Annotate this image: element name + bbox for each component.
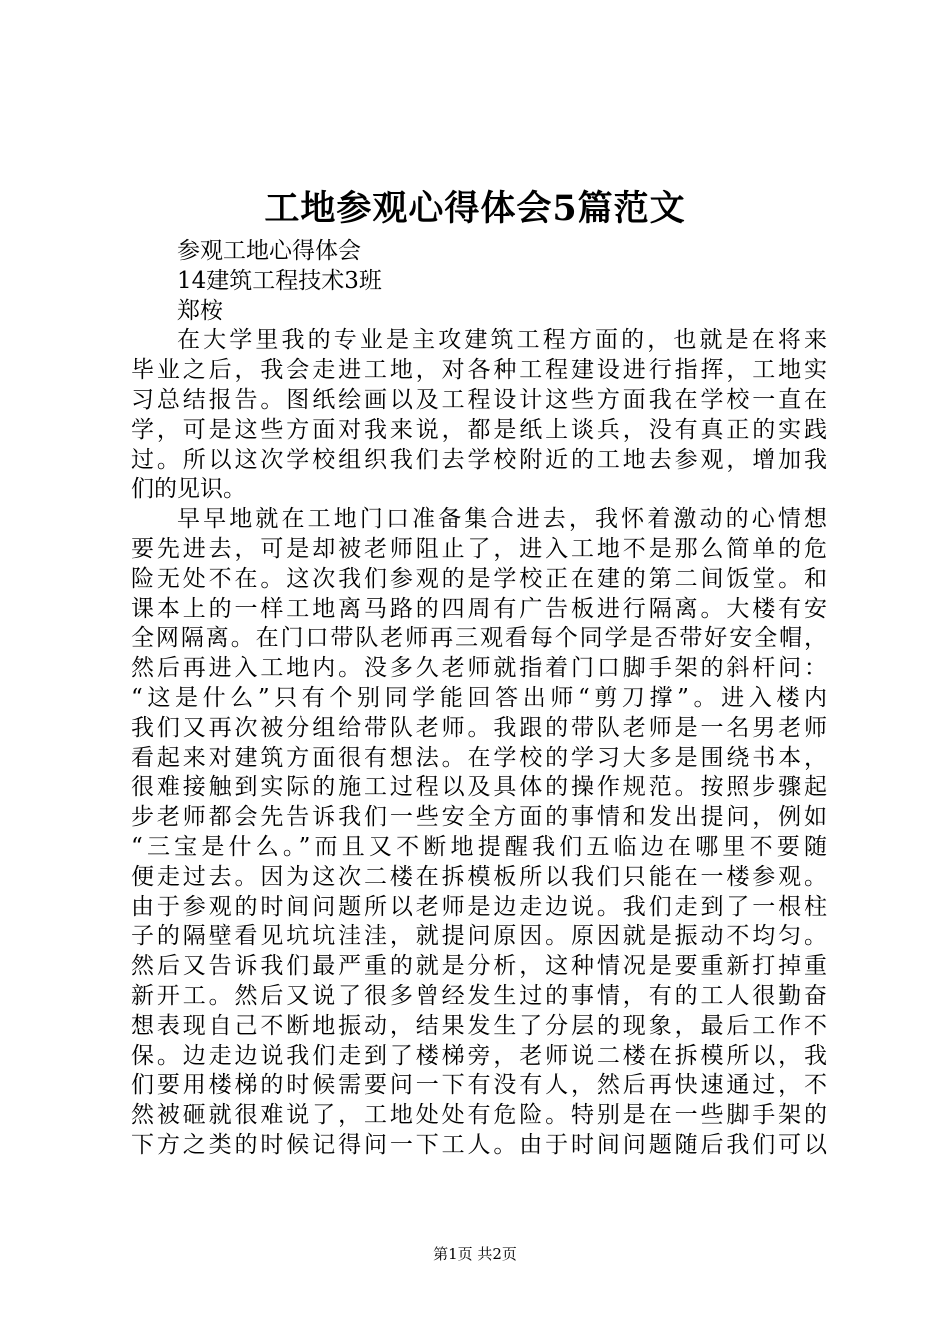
text-line: 子的隔壁看见坑坑洼洼，就提问原因。原因就是振动不均匀。 [131,923,827,950]
header-line-author: 郑桉 [177,297,223,324]
text-line: 我们又再次被分组给带队老师。我跟的带队老师是一名男老师 [131,714,827,741]
text-line: 下方之类的时候记得问一下工人。由于时间问题随后我们可以 [131,1131,827,1158]
header-line-class: 14建筑工程技术3班 [177,267,382,294]
text-line: 们的见识。 [131,476,246,503]
text-line: 过。所以这次学校组织我们去学校附近的工地去参观，增加我 [131,446,827,473]
text-line: 保。边走边说我们走到了楼梯旁，老师说二楼在拆模所以，我 [131,1042,827,1069]
text-line: 险无处不在。这次我们参观的是学校正在建的第二间饭堂。和 [131,565,827,592]
text-line: 在大学里我的专业是主攻建筑工程方面的，也就是在将来 [177,327,827,354]
text-line: 习总结报告。图纸绘画以及工程设计这些方面我在学校一直在 [131,386,827,413]
paragraph-2 [131,505,827,1161]
text-line: 然被砸就很难说了，工地处处有危险。特别是在一些脚手架的 [131,1102,827,1129]
text-line: “三宝是什么。”而且又不断地提醒我们五临边在哪里不要随 [131,833,827,860]
header-line-subtitle: 参观工地心得体会 [177,238,361,264]
text-line: 看起来对建筑方面很有想法。在学校的学习大多是围绕书本， [131,744,827,771]
text-line: 便走过去。因为这次二楼在拆模板所以我们只能在一楼参观。 [131,863,827,890]
paragraph-1 [131,326,827,505]
page-number-footer: 第1页 共2页 [433,1245,517,1263]
text-line: 全网隔离。在门口带队老师再三观看每个同学是否带好安全帽， [131,625,827,652]
text-line: 很难接触到实际的施工过程以及具体的操作规范。按照步骤起 [131,774,827,801]
text-line: 步老师都会先告诉我们一些安全方面的事情和发出提问，例如 [131,804,827,831]
text-line: 然后再进入工地内。没多久老师就指着门口脚手架的斜杆问： [131,655,827,682]
text-line: “这是什么”只有个别同学能回答出师“剪刀撑”。进入楼内 [131,684,827,711]
text-line: 由于参观的时间问题所以老师是边走边说。我们走到了一根柱 [131,893,827,920]
text-line: 新开工。然后又说了很多曾经发生过的事情，有的工人很勤奋 [131,982,827,1009]
document-body [131,237,827,1161]
text-line: 课本上的一样工地离马路的四周有广告板进行隔离。大楼有安 [131,595,827,622]
text-line: 毕业之后，我会走进工地，对各种工程建设进行指挥，工地实 [131,357,827,384]
text-line: 学，可是这些方面对我来说，都是纸上谈兵，没有真正的实践 [131,416,827,443]
text-line: 然后又告诉我们最严重的就是分析，这种情况是要重新打掉重 [131,953,827,980]
text-line: 想表现自己不断地振动，结果发生了分层的现象，最后工作不 [131,1012,827,1039]
document-title: 工地参观心得体会5篇范文 [264,188,686,229]
text-line: 要先进去，可是却被老师阻止了，进入工地不是那么简单的危 [131,535,827,562]
text-line: 们要用楼梯的时候需要问一下有没有人，然后再快速通过，不 [131,1072,827,1099]
text-line: 早早地就在工地门口准备集合进去，我怀着激动的心情想 [177,506,827,533]
